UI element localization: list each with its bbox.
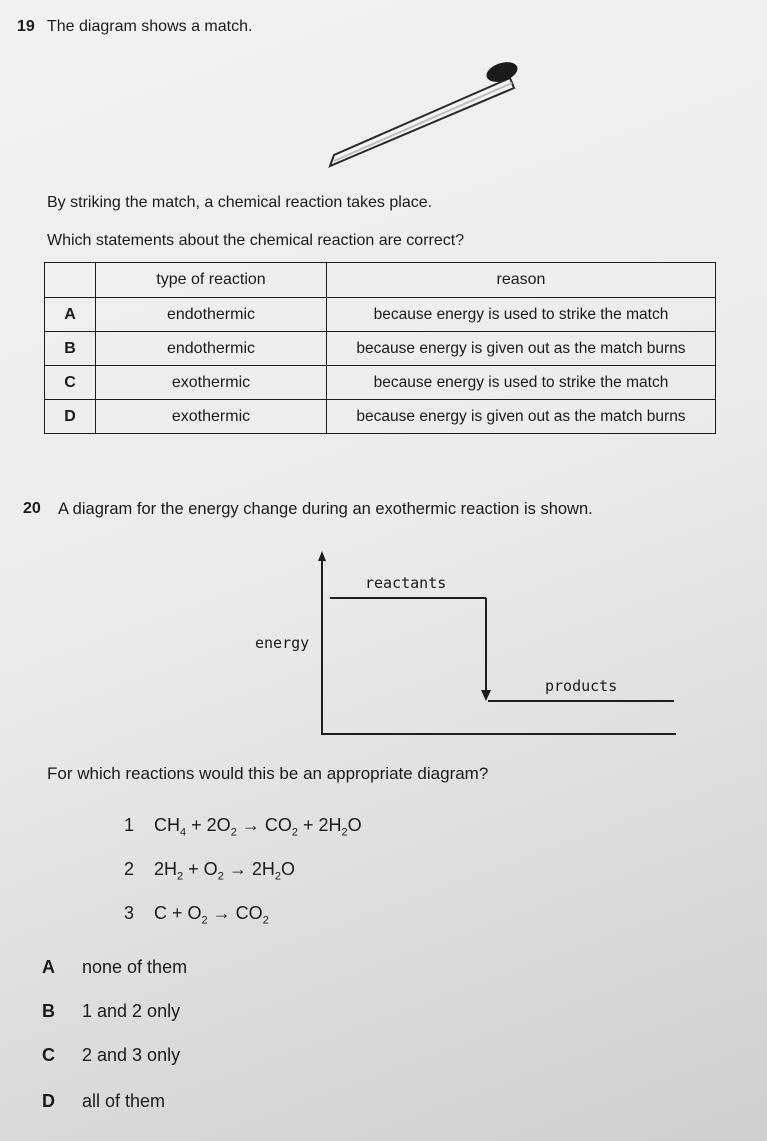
option-type: endothermic xyxy=(96,332,327,366)
match-illustration xyxy=(320,58,530,178)
match-icon xyxy=(330,58,520,166)
answer-text: none of them xyxy=(82,957,188,977)
options-table xyxy=(44,262,716,434)
answer-option xyxy=(42,1045,180,1066)
answer-option xyxy=(42,1001,180,1022)
question-19-statement: By striking the match, a chemical reaction takes place. xyxy=(47,194,433,211)
table-header-type: type of reaction xyxy=(96,263,327,298)
answer-letter: D xyxy=(42,1091,55,1111)
option-type: exothermic xyxy=(96,366,327,400)
reaction-1 xyxy=(124,815,362,839)
question-19-stem: The diagram shows a match. xyxy=(47,18,253,35)
option-letter: C xyxy=(45,366,96,400)
option-reason: because energy is used to strike the match xyxy=(327,298,716,332)
equation: $CH_4 + 2O_2 \to CO_2 + 2H_2O$ xyxy=(154,815,362,839)
option-reason: because energy is used to strike the match xyxy=(327,366,716,400)
table-header-reason: reason xyxy=(327,263,716,298)
down-arrow-icon xyxy=(481,690,491,701)
table-row xyxy=(45,366,716,400)
equation: $2H_2 + O_2 \to 2H_2O$ xyxy=(154,859,295,883)
table-row xyxy=(45,400,716,434)
table-header-blank xyxy=(45,263,96,298)
option-reason: because energy is given out as the match burns xyxy=(327,332,716,366)
energy-label: energy xyxy=(255,634,310,652)
reaction-number: 1 xyxy=(124,815,135,835)
question-20-question: For which reactions would this be an appropriate diagram? xyxy=(47,764,489,783)
reaction-number: 3 xyxy=(124,903,135,923)
reaction-2 xyxy=(124,859,295,883)
table-row xyxy=(45,298,716,332)
option-type: exothermic xyxy=(96,400,327,434)
table-row xyxy=(45,332,716,366)
answer-letter: A xyxy=(42,957,55,977)
answer-option xyxy=(42,1091,165,1112)
question-20-number: 20 xyxy=(23,500,41,517)
answer-text: all of them xyxy=(82,1091,166,1111)
option-reason: because energy is given out as the match burns xyxy=(327,400,716,434)
reactants-label: reactants xyxy=(365,574,447,592)
answer-letter: C xyxy=(42,1045,55,1065)
reaction-3 xyxy=(124,903,269,927)
question-19-number: 19 xyxy=(17,18,35,35)
answer-option xyxy=(42,957,187,978)
products-label: products xyxy=(545,677,618,695)
question-20-stem: A diagram for the energy change during an exothermic reaction is shown. xyxy=(58,500,593,518)
answer-text: 2 and 3 only xyxy=(82,1045,181,1065)
reaction-number: 2 xyxy=(124,859,135,879)
option-type: endothermic xyxy=(96,298,327,332)
option-letter: D xyxy=(45,400,96,434)
table-header-row xyxy=(45,263,716,298)
answer-letter: B xyxy=(42,1001,55,1021)
question-19-question: Which statements about the chemical reaction are correct? xyxy=(47,232,465,249)
answer-text: 1 and 2 only xyxy=(82,1001,181,1021)
axis-arrow-icon xyxy=(318,551,326,561)
option-letter: A xyxy=(45,298,96,332)
equation: $C + O_2 \to CO_2$ xyxy=(154,903,269,927)
option-letter: B xyxy=(45,332,96,366)
